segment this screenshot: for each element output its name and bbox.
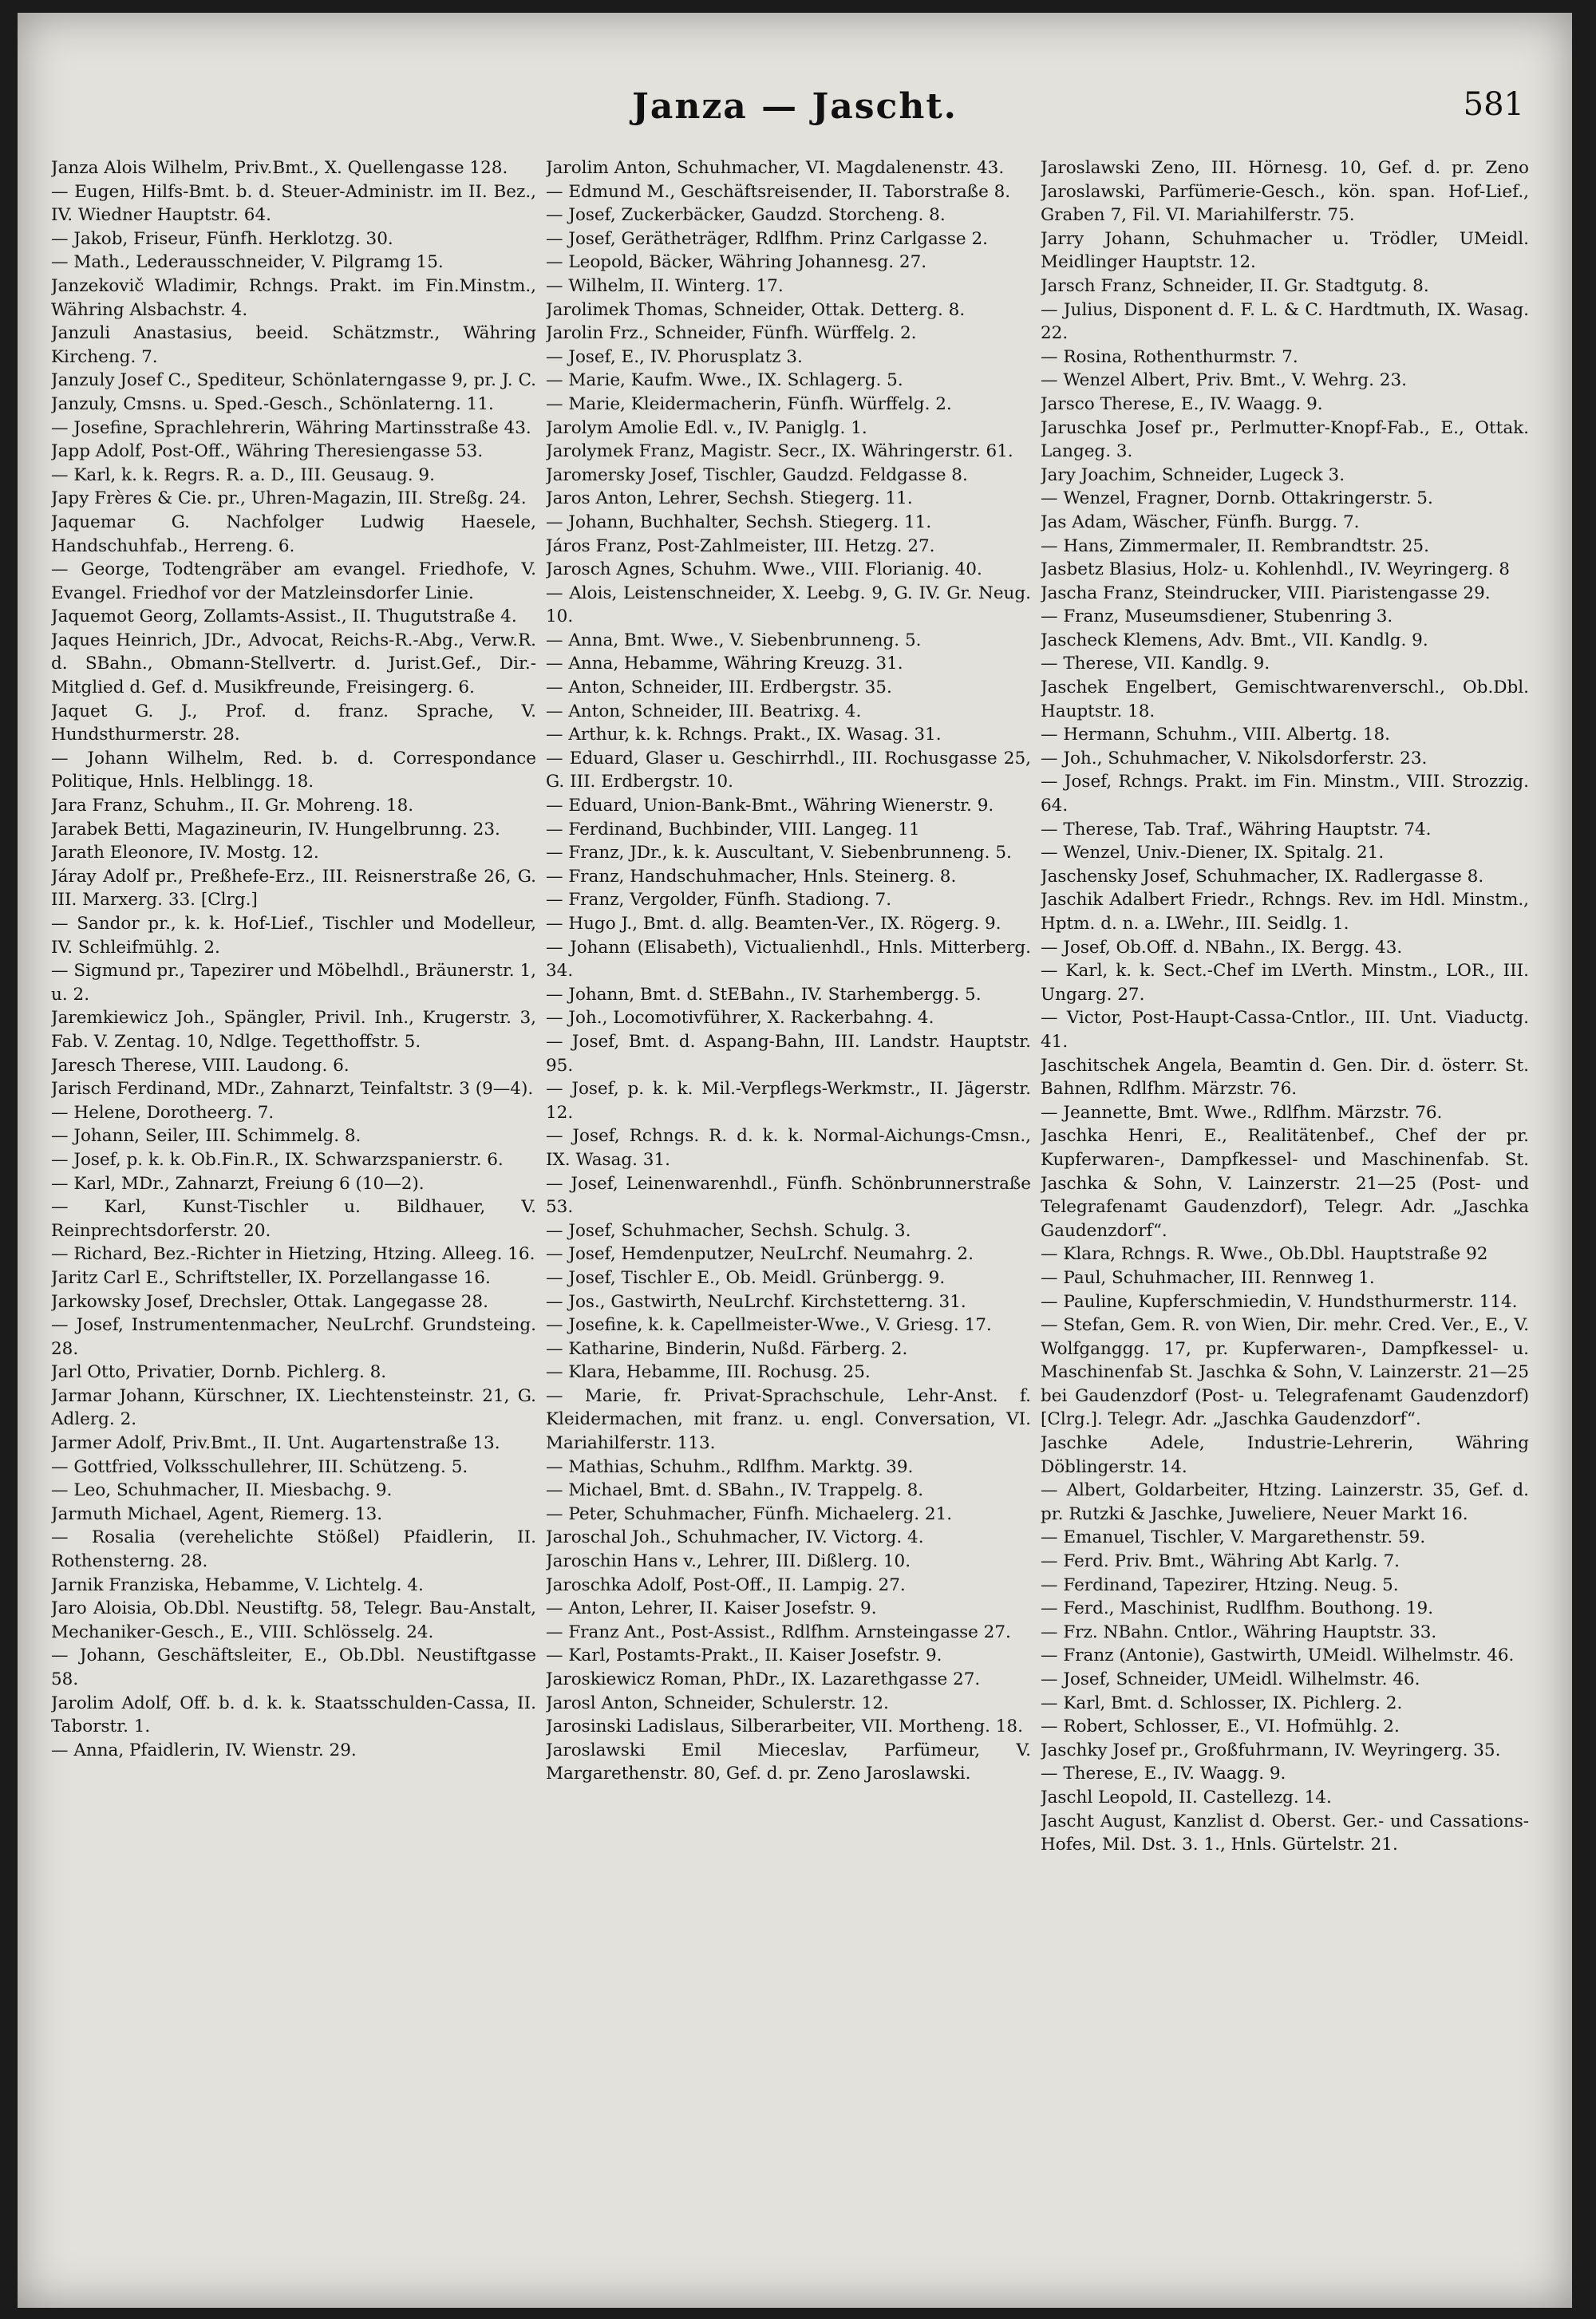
directory-entry: — Katharine, Binderin, Nußd. Färberg. 2. bbox=[546, 1338, 908, 1359]
directory-entry: — Marie, Kleidermacherin, Fünfh. Würffelg. 2. bbox=[546, 393, 952, 414]
directory-entry: Jaremkiewicz Joh., Spängler, Privil. Inh., Krugerstr. 3, Fab. V. Zentag. 10, Ndlge. Tegetthoffstr. 5. bbox=[51, 1008, 536, 1052]
directory-entry: — Josef, Tischler E., Ob. Meidl. Grünbergg. 9. bbox=[546, 1267, 946, 1288]
directory-entry: Jarnik Franziska, Hebamme, V. Lichtelg. 4. bbox=[51, 1574, 424, 1595]
directory-entry: — Josef, p. k. k. Ob.Fin.R., IX. Schwarzspanierstr. 6. bbox=[51, 1149, 504, 1170]
directory-entry: — George, Todtengräber am evangel. Friedhofe, V. Evangel. Friedhof vor der Matzleinsdorfer Linie. bbox=[51, 559, 536, 603]
directory-entry: Jarolimek Thomas, Schneider, Ottak. Detterg. 8. bbox=[546, 299, 966, 320]
directory-entry: Jarl Otto, Privatier, Dornb. Pichlerg. 8. bbox=[51, 1362, 387, 1383]
directory-entry: — Gottfried, Volksschullehrer, III. Schützeng. 5. bbox=[51, 1456, 468, 1477]
directory-entry: — Josefine, k. k. Capellmeister-Wwe., V. Griesg. 17. bbox=[546, 1315, 992, 1336]
directory-entry: — Alois, Leistenschneider, X. Leebg. 9, G. IV. Gr. Neug. 10. bbox=[546, 583, 1031, 627]
directory-entry: — Marie, Kaufm. Wwe., IX. Schlagerg. 5. bbox=[546, 370, 903, 391]
directory-entry: — Josef, Zuckerbäcker, Gaudzd. Storcheng. 8. bbox=[546, 205, 946, 226]
directory-entry: Jascht August, Kanzlist d. Oberst. Ger.- und Cassations-Hofes, Mil. Dst. 3. 1., Hnls. Gürtelstr. 21. bbox=[1041, 1811, 1529, 1855]
directory-entry: — Jeannette, Bmt. Wwe., Rdlfhm. Märzstr. 76. bbox=[1041, 1102, 1443, 1123]
directory-entry: — Josef, Schuhmacher, Sechsh. Schulg. 3. bbox=[546, 1220, 911, 1241]
directory-entry: Jarkowsky Josef, Drechsler, Ottak. Langegasse 28. bbox=[51, 1291, 488, 1312]
directory-entry: Jaroslawski Zeno, III. Hörnesg. 10, Gef. d. pr. Zeno Jaroslawski, Parfümerie-Gesch., kön. span. Hof-Lief., Graben 7, Fil. VI. Mariahilferstr. 75. bbox=[1041, 158, 1529, 226]
directory-entry: — Leopold, Bäcker, Währing Johannesg. 27. bbox=[546, 252, 927, 273]
directory-entry: — Anna, Bmt. Wwe., V. Siebenbrunneng. 5. bbox=[546, 630, 922, 650]
directory-entry: — Anton, Schneider, III. Beatrixg. 4. bbox=[546, 701, 862, 721]
directory-entry: Japp Adolf, Post-Off., Währing Theresiengasse 53. bbox=[51, 441, 484, 462]
directory-entry: — Julius, Disponent d. F. L. & C. Hardtmuth, IX. Wasag. 22. bbox=[1041, 299, 1529, 344]
directory-entry: Jaschik Adalbert Friedr., Rchngs. Rev. im Hdl. Minstm., Hptm. d. n. a. LWehr., III. Seidlg. 1. bbox=[1041, 890, 1529, 934]
directory-entry: Jaro Aloisia, Ob.Dbl. Neustiftg. 58, Telegr. Bau-Anstalt, Mechaniker-Gesch., E., VIII. Schlösselg. 24. bbox=[51, 1598, 536, 1642]
directory-entry: — Jos., Gastwirth, NeuLrchf. Kirchstetterng. 31. bbox=[546, 1291, 966, 1312]
directory-entry: Jarolin Frz., Schneider, Fünfh. Würffelg. 2. bbox=[546, 323, 917, 344]
directory-entry: Jaros Anton, Lehrer, Sechsh. Stiegerg. 11. bbox=[546, 488, 913, 509]
directory-entry: — Richard, Bez.-Richter in Hietzing, Htzing. Alleeg. 16. bbox=[51, 1244, 535, 1265]
directory-entry: Jaschitschek Angela, Beamtin d. Gen. Dir. d. österr. St. Bahnen, Rdlfhm. Märzstr. 76. bbox=[1041, 1055, 1529, 1100]
directory-entry: — Edmund M., Geschäftsreisender, II. Taborstraße 8. bbox=[546, 181, 1011, 202]
directory-entry: Jaschky Josef pr., Großfuhrmann, IV. Weyringerg. 35. bbox=[1041, 1740, 1501, 1760]
directory-entry: — Wenzel, Fragner, Dornb. Ottakringerstr. 5. bbox=[1041, 488, 1433, 509]
directory-entry: Jarolim Anton, Schuhmacher, VI. Magdalenenstr. 43. bbox=[546, 158, 1005, 178]
directory-entry: — Ferd. Priv. Bmt., Währing Abt Karlg. 7. bbox=[1041, 1551, 1400, 1572]
directory-entry: — Marie, fr. Privat-Sprachschule, Lehr-Anst. f. Kleidermachen, mit franz. u. engl. Conversation, VI. Mariahilferstr. 113. bbox=[546, 1385, 1031, 1454]
directory-entry: — Therese, VII. Kandlg. 9. bbox=[1041, 654, 1270, 674]
directory-entry: — Josef, Hemdenputzer, NeuLrchf. Neumahrg. 2. bbox=[546, 1244, 974, 1265]
directory-entry: Jaromersky Josef, Tischler, Gaudzd. Feldgasse 8. bbox=[546, 464, 968, 485]
directory-entry: Jaroslawski Emil Mieceslav, Parfümeur, V. Margarethenstr. 80, Gef. d. pr. Zeno Jaroslawski. bbox=[546, 1740, 1031, 1784]
directory-entry: Járay Adolf pr., Preßhefe-Erz., III. Reisnerstraße 26, G. III. Marxerg. 33. [Clrg.] bbox=[51, 866, 536, 911]
directory-entry: — Ferdinand, Tapezirer, Htzing. Neug. 5. bbox=[1041, 1574, 1399, 1595]
directory-entry: — Wilhelm, II. Winterg. 17. bbox=[546, 275, 784, 296]
running-head: Janza — Jascht. bbox=[632, 86, 958, 127]
directory-entry: Jaschl Leopold, II. Castellezg. 14. bbox=[1041, 1787, 1332, 1807]
directory-entry: Jaschek Engelbert, Gemischtwarenverschl., Ob.Dbl. Hauptstr. 18. bbox=[1041, 678, 1529, 721]
directory-entry: — Hermann, Schuhm., VIII. Albertg. 18. bbox=[1041, 725, 1390, 745]
directory-entry: Jasbetz Blasius, Holz- u. Kohlenhdl., IV. Weyringerg. 8 bbox=[1041, 559, 1510, 580]
directory-entry: — Johann, Bmt. d. StEBahn., IV. Starhembergg. 5. bbox=[546, 984, 982, 1005]
directory-entry: — Anna, Pfaidlerin, IV. Wienstr. 29. bbox=[51, 1740, 357, 1760]
directory-entry: — Franz, Museumsdiener, Stubenring 3. bbox=[1041, 606, 1393, 627]
directory-entry: — Joh., Schuhmacher, V. Nikolsdorferstr. 23. bbox=[1041, 748, 1428, 768]
directory-entry: — Frz. NBahn. Cntlor., Währing Hauptstr. 33. bbox=[1041, 1622, 1437, 1642]
directory-entry: Janzuli Anastasius, beeid. Schätzmstr., Währing Kircheng. 7. bbox=[51, 323, 536, 367]
directory-entry: — Johann, Geschäftsleiter, E., Ob.Dbl. Neustiftgasse 58. bbox=[51, 1645, 536, 1689]
directory-entry: Jarisch Ferdinand, MDr., Zahnarzt, Teinfaltstr. 3 (9—4). bbox=[51, 1079, 534, 1100]
directory-entry: Jarolymek Franz, Magistr. Secr., IX. Währingerstr. 61. bbox=[546, 441, 1013, 462]
directory-entry: — Victor, Post-Haupt-Cassa-Cntlor., III. Unt. Viaductg. 41. bbox=[1041, 1008, 1529, 1052]
directory-entry: Jarath Eleonore, IV. Mostg. 12. bbox=[51, 843, 319, 863]
directory-entry: Jascheck Klemens, Adv. Bmt., VII. Kandlg. 9. bbox=[1041, 630, 1428, 650]
directory-entry: Jarabek Betti, Magazineurin, IV. Hungelbrunng. 23. bbox=[51, 819, 500, 840]
directory-entry: — Therese, E., IV. Waagg. 9. bbox=[1041, 1764, 1286, 1784]
directory-entry: Jarry Johann, Schuhmacher u. Trödler, UMeidl. Meidlinger Hauptstr. 12. bbox=[1041, 228, 1529, 273]
directory-entry: Jaroschin Hans v., Lehrer, III. Dißlerg. 10. bbox=[546, 1551, 911, 1572]
directory-page bbox=[18, 13, 1572, 2308]
directory-entry: — Hans, Zimmermaler, II. Rembrandtstr. 25. bbox=[1041, 535, 1429, 556]
directory-entry: Járos Franz, Post-Zahlmeister, III. Hetzg. 27. bbox=[546, 535, 935, 556]
directory-entry: — Josef, Schneider, UMeidl. Wilhelmstr. 46. bbox=[1041, 1669, 1420, 1689]
directory-entry: Janza Alois Wilhelm, Priv.Bmt., X. Quellengasse 128. bbox=[51, 158, 508, 178]
directory-entry: — Albert, Goldarbeiter, Htzing. Lainzerstr. 35, Gef. d. pr. Rutzki & Jaschke, Juweliere, Neuer Markt 16. bbox=[1041, 1480, 1529, 1524]
directory-entry: — Josef, Rchngs. Prakt. im Fin. Minstm., VIII. Strozzig. 64. bbox=[1041, 772, 1529, 816]
directory-entry: Janzuly Josef C., Spediteur, Schönlaterngasse 9, pr. J. C. Janzuly, Cmsns. u. Sped.-Gesch., Schönlaterng. 11. bbox=[51, 370, 536, 414]
directory-entry: — Johann, Seiler, III. Schimmelg. 8. bbox=[51, 1126, 361, 1147]
directory-entry: Jaroskiewicz Roman, PhDr., IX. Lazarethgasse 27. bbox=[546, 1669, 981, 1689]
directory-entry: — Franz Ant., Post-Assist., Rdlfhm. Arnsteingasse 27. bbox=[546, 1622, 1011, 1642]
directory-entry: Jaschke Adele, Industrie-Lehrerin, Währing Döblingerstr. 14. bbox=[1041, 1433, 1529, 1477]
directory-entry: — Rosalia (verehelichte Stößel) Pfaidlerin, II. Rothensterng. 28. bbox=[51, 1527, 536, 1572]
directory-entry: — Anton, Lehrer, II. Kaiser Josefstr. 9. bbox=[546, 1598, 877, 1619]
directory-entry: Jarolym Amolie Edl. v., IV. Paniglg. 1. bbox=[546, 417, 867, 438]
directory-entry: Jaquemar G. Nachfolger Ludwig Haesele, Handschuhfab., Herreng. 6. bbox=[51, 512, 536, 556]
directory-entry: — Joh., Locomotivführer, X. Rackerbahng. 4. bbox=[546, 1008, 934, 1029]
directory-entry: Japy Frères & Cie. pr., Uhren-Magazin, III. Streßg. 24. bbox=[51, 488, 527, 509]
directory-entry: — Emanuel, Tischler, V. Margarethenstr. 59. bbox=[1041, 1527, 1426, 1548]
directory-entry: — Therese, Tab. Traf., Währing Hauptstr. 74. bbox=[1041, 819, 1432, 840]
directory-entry: — Josef, Leinenwarenhdl., Fünfh. Schönbrunnerstraße 53. bbox=[546, 1173, 1031, 1218]
column-left bbox=[51, 156, 536, 2271]
directory-entry: — Wenzel, Univ.-Diener, IX. Spitalg. 21. bbox=[1041, 843, 1385, 863]
directory-entry: — Eduard, Glaser u. Geschirrhdl., III. Rochusgasse 25, G. III. Erdbergstr. 10. bbox=[546, 748, 1031, 792]
directory-entry: — Franz (Antonie), Gastwirth, UMeidl. Wilhelmstr. 46. bbox=[1041, 1645, 1515, 1666]
directory-entry: — Paul, Schuhmacher, III. Rennweg 1. bbox=[1041, 1267, 1375, 1288]
directory-entry: — Eduard, Union-Bank-Bmt., Währing Wienerstr. 9. bbox=[546, 796, 994, 816]
directory-entry: Jascha Franz, Steindrucker, VIII. Piaristengasse 29. bbox=[1041, 583, 1491, 603]
directory-entry: Jaritz Carl E., Schriftsteller, IX. Porzellangasse 16. bbox=[51, 1267, 491, 1288]
directory-entry: — Ferdinand, Buchbinder, VIII. Langeg. 11 bbox=[546, 819, 920, 840]
directory-entry: — Mathias, Schuhm., Rdlfhm. Marktg. 39. bbox=[546, 1456, 914, 1477]
directory-entry: — Franz, Vergolder, Fünfh. Stadiong. 7. bbox=[546, 890, 892, 911]
directory-entry: — Anna, Hebamme, Währing Kreuzg. 31. bbox=[546, 654, 903, 674]
directory-entry: Jaschensky Josef, Schuhmacher, IX. Radlergasse 8. bbox=[1041, 866, 1484, 887]
column-right bbox=[1041, 156, 1529, 2271]
directory-entry: — Karl, Postamts-Prakt., II. Kaiser Josefstr. 9. bbox=[546, 1645, 942, 1666]
directory-entry: — Pauline, Kupferschmiedin, V. Hundsthurmerstr. 114. bbox=[1041, 1291, 1518, 1312]
directory-entry: — Franz, JDr., k. k. Auscultant, V. Siebenbrunneng. 5. bbox=[546, 843, 1012, 863]
directory-entry: — Josef, Gerätheträger, Rdlfhm. Prinz Carlgasse 2. bbox=[546, 228, 988, 249]
directory-entry: Jarolim Adolf, Off. b. d. k. k. Staatsschulden-Cassa, II. Taborstr. 1. bbox=[51, 1693, 536, 1737]
directory-entry: — Karl, MDr., Zahnarzt, Freiung 6 (10—2). bbox=[51, 1173, 425, 1194]
directory-entry: — Jakob, Friseur, Fünfh. Herklotzg. 30. bbox=[51, 228, 393, 249]
directory-entry: — Johann Wilhelm, Red. b. d. Correspondance Politique, Hnls. Helblingg. 18. bbox=[51, 748, 536, 792]
directory-entry: — Josef, Ob.Off. d. NBahn., IX. Bergg. 43. bbox=[1041, 937, 1403, 958]
directory-entry: Jaschka Henri, E., Realitätenbef., Chef der pr. Kupferwaren-, Dampfkessel- und Maschinenfab. St. Jaschka & Sohn, V. Lainzerstr. 21—25 (Post- und Telegrafenamt Gaudenzdorf), Telegr. Adr. „Jaschka Gaudenzdorf“. bbox=[1041, 1126, 1529, 1241]
directory-entry: — Karl, k. k. Sect.-Chef im LVerth. Minstm., LOR., III. Ungarg. 27. bbox=[1041, 961, 1529, 1005]
directory-entry: — Arthur, k. k. Rchngs. Prakt., IX. Wasag. 31. bbox=[546, 725, 942, 745]
directory-entry: Jarosinski Ladislaus, Silberarbeiter, VII. Mortheng. 18. bbox=[546, 1717, 1023, 1737]
directory-entry: Jary Joachim, Schneider, Lugeck 3. bbox=[1041, 464, 1345, 485]
directory-entry: Jarmar Johann, Kürschner, IX. Liechtensteinstr. 21, G. Adlerg. 2. bbox=[51, 1385, 536, 1430]
directory-entry: — Karl, k. k. Regrs. R. a. D., III. Geusaug. 9. bbox=[51, 464, 435, 485]
directory-entry: — Leo, Schuhmacher, II. Miesbachg. 9. bbox=[51, 1480, 393, 1501]
directory-entry: Jarmer Adolf, Priv.Bmt., II. Unt. Augartenstraße 13. bbox=[51, 1433, 500, 1454]
directory-entry: — Josef, Bmt. d. Aspang-Bahn, III. Landstr. Hauptstr. 95. bbox=[546, 1031, 1031, 1076]
directory-entry: Jaresch Therese, VIII. Laudong. 6. bbox=[51, 1055, 350, 1076]
directory-entry: — Peter, Schuhmacher, Fünfh. Michaelerg. 21. bbox=[546, 1503, 953, 1524]
directory-entry: — Johann, Buchhalter, Sechsh. Stiegerg. 11. bbox=[546, 512, 932, 532]
directory-entry: — Sigmund pr., Tapezirer und Möbelhdl., Bräunerstr. 1, u. 2. bbox=[51, 961, 536, 1005]
directory-entry: Jarsch Franz, Schneider, II. Gr. Stadtgutg. 8. bbox=[1041, 275, 1429, 296]
directory-entry: — Josef, p. k. k. Mil.-Verpflegs-Werkmstr., II. Jägerstr. 12. bbox=[546, 1079, 1031, 1123]
directory-entry: — Josefine, Sprachlehrerin, Währing Martinsstraße 43. bbox=[51, 417, 531, 438]
column-middle bbox=[546, 156, 1031, 2271]
directory-entry: — Hugo J., Bmt. d. allg. Beamten-Ver., IX. Rögerg. 9. bbox=[546, 914, 1001, 934]
directory-entry: Jas Adam, Wäscher, Fünfh. Burgg. 7. bbox=[1041, 512, 1360, 532]
directory-entry: — Michael, Bmt. d. SBahn., IV. Trappelg. 8. bbox=[546, 1480, 924, 1501]
directory-entry: — Robert, Schlosser, E., VI. Hofmühlg. 2. bbox=[1041, 1717, 1400, 1737]
directory-entry: Jarsco Therese, E., IV. Waagg. 9. bbox=[1041, 393, 1323, 414]
directory-entry: — Klara, Rchngs. R. Wwe., Ob.Dbl. Hauptstraße 92 bbox=[1041, 1244, 1488, 1265]
directory-entry: — Johann (Elisabeth), Victualienhdl., Hnls. Mitterberg. 34. bbox=[546, 937, 1031, 982]
page-number: 581 bbox=[1463, 86, 1524, 123]
directory-entry: — Karl, Bmt. d. Schlosser, IX. Pichlerg. 2. bbox=[1041, 1693, 1403, 1713]
directory-entry: Jarosch Agnes, Schuhm. Wwe., VIII. Florianig. 40. bbox=[546, 559, 982, 580]
directory-entry: Janzekovič Wladimir, Rchngs. Prakt. im Fin.Minstm., Währing Alsbachstr. 4. bbox=[51, 275, 536, 320]
directory-entry: — Stefan, Gem. R. von Wien, Dir. mehr. Cred. Ver., E., V. Wolfganggg. 17, pr. Kupferwaren-, Dampfkessel- u. Maschinenfab St. Jaschka & Sohn, V. Lainzerstr. 21—25 bei Gaudenzdorf (Post- u. Telegrafenamt Gaudenzdorf) [Clrg.]. Telegr. Adr. „Jaschka Gaudenzdorf“. bbox=[1041, 1315, 1529, 1430]
directory-entry: Jarosl Anton, Schneider, Schulerstr. 12. bbox=[546, 1693, 889, 1713]
directory-entry: — Klara, Hebamme, III. Rochusg. 25. bbox=[546, 1362, 871, 1383]
page-header bbox=[18, 86, 1572, 134]
directory-entry: — Franz, Handschuhmacher, Hnls. Steinerg. 8. bbox=[546, 866, 957, 887]
directory-entry: — Rosina, Rothenthurmstr. 7. bbox=[1041, 346, 1298, 367]
directory-entry: Jaquet G. J., Prof. d. franz. Sprache, V. Hundsthurmerstr. 28. bbox=[51, 701, 536, 745]
directory-entry: — Sandor pr., k. k. Hof-Lief., Tischler und Modelleur, IV. Schleifmühlg. 2. bbox=[51, 914, 536, 958]
directory-entry: — Josef, Instrumentenmacher, NeuLrchf. Grundsteing. 28. bbox=[51, 1315, 536, 1359]
directory-entry: — Wenzel Albert, Priv. Bmt., V. Wehrg. 23. bbox=[1041, 370, 1407, 391]
directory-entry: — Eugen, Hilfs-Bmt. b. d. Steuer-Administr. im II. Bez., IV. Wiedner Hauptstr. 64. bbox=[51, 181, 536, 226]
directory-entry: Jara Franz, Schuhm., II. Gr. Mohreng. 18. bbox=[51, 796, 414, 816]
directory-entry: Jaroschal Joh., Schuhmacher, IV. Victorg. 4. bbox=[546, 1527, 924, 1548]
directory-entry: Jaruschka Josef pr., Perlmutter-Knopf-Fab., E., Ottak. Langeg. 3. bbox=[1041, 417, 1529, 462]
directory-entry: Jaques Heinrich, JDr., Advocat, Reichs-R.-Abg., Verw.R. d. SBahn., Obmann-Stellvertr. d. Jurist.Gef., Dir.-Mitglied d. Gef. d. Musikfreunde, Freisingerg. 6. bbox=[51, 630, 536, 698]
directory-entry: — Ferd., Maschinist, Rudlfhm. Bouthong. 19. bbox=[1041, 1598, 1434, 1619]
directory-entry: — Josef, Rchngs. R. d. k. k. Normal-Aichungs-Cmsn., IX. Wasag. 31. bbox=[546, 1126, 1031, 1170]
directory-entry: Jaquemot Georg, Zollamts-Assist., II. Thugutstraße 4. bbox=[51, 606, 517, 627]
directory-entry: Jaroschka Adolf, Post-Off., II. Lampig. 27. bbox=[546, 1574, 906, 1595]
directory-entry: — Math., Lederausschneider, V. Pilgramg 15. bbox=[51, 252, 444, 273]
directory-entry: — Anton, Schneider, III. Erdbergstr. 35. bbox=[546, 678, 892, 698]
directory-entry: Jarmuth Michael, Agent, Riemerg. 13. bbox=[51, 1503, 383, 1524]
directory-entry: — Karl, Kunst-Tischler u. Bildhauer, V. Reinprechtsdorferstr. 20. bbox=[51, 1197, 536, 1241]
directory-entry: — Helene, Dorotheerg. 7. bbox=[51, 1102, 275, 1123]
directory-entry: — Josef, E., IV. Phorusplatz 3. bbox=[546, 346, 803, 367]
